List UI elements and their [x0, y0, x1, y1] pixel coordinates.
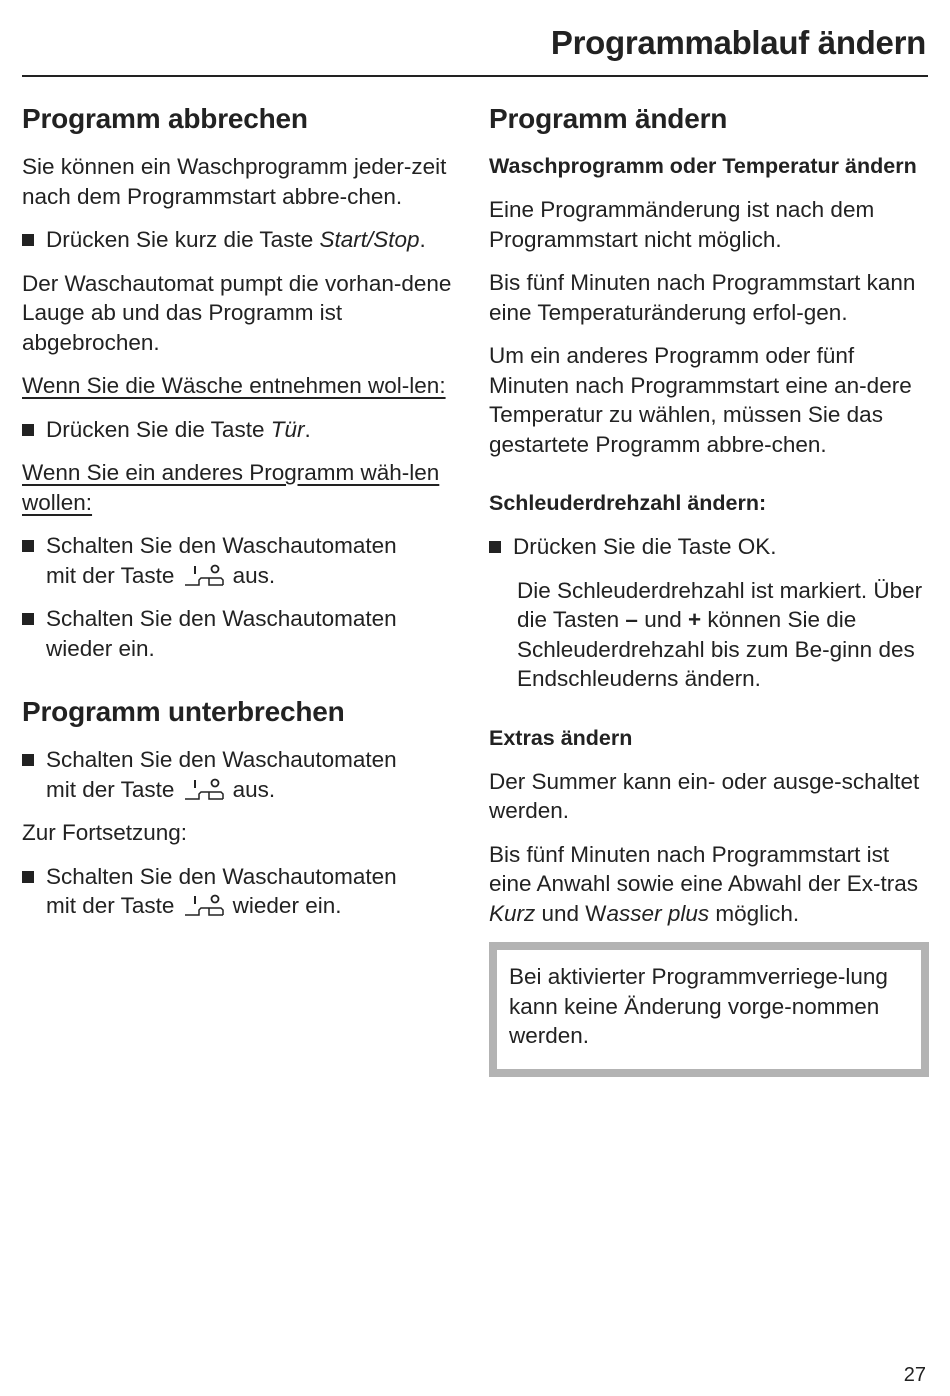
abbrechen-intro: Sie können ein Waschprogramm jeder-zeit nach dem Programmstart abbre-chen.: [22, 154, 447, 209]
subheading-extras: Extras ändern: [489, 725, 633, 750]
case-anderes-programm: Wenn Sie ein anderes Programm wäh-len wollen:: [22, 460, 440, 515]
power-switch-icon: [183, 778, 227, 800]
extra-wasser-plus: asser plus: [606, 900, 710, 926]
subheading-schleuderdrehzahl: Schleuderdrehzahl ändern:: [489, 491, 767, 515]
case2-step-einschalten: Schalten Sie den Waschautomaten wieder ein.: [22, 604, 462, 663]
extras-p1: Der Summer kann ein- oder ausge-schaltet werden.: [489, 768, 920, 823]
note-box: [489, 942, 929, 1077]
schleuder-result: [489, 576, 929, 694]
step-prefix: mit der Taste: [46, 893, 175, 918]
key-tuer: Tür: [270, 416, 305, 442]
title-divider: [22, 75, 928, 77]
key-minus: –: [625, 607, 638, 632]
case1-step-tuer: [22, 415, 462, 445]
step-punct: .: [304, 416, 311, 442]
step-prefix: mit der Taste: [46, 562, 175, 588]
case-waesche-entnehmen: Wenn Sie die Wäsche entnehmen wol-len:: [22, 373, 446, 398]
result-text: können Sie die Schleuderdrehzahl bis zum Be-ginn des Endschleuderns ändern.: [517, 607, 915, 691]
result-text: und: [637, 607, 688, 632]
step-text: Drücken Sie die Taste: [46, 416, 271, 442]
waschprogramm-p1: Eine Programmänderung ist nach dem Programmstart nicht möglich.: [489, 197, 875, 252]
heading-programm-unterbrechen: Programm unterbrechen: [22, 696, 345, 727]
right-column: [489, 100, 929, 1077]
step-line1: Schalten Sie den Waschautomaten: [46, 533, 397, 558]
power-switch-icon: [183, 564, 227, 586]
unterbrechen-step-ein: [22, 862, 462, 921]
extras-text: und W: [535, 900, 607, 926]
power-switch-icon: [183, 894, 227, 916]
heading-programm-aendern: Programm ändern: [489, 103, 728, 134]
step-suffix: wieder ein.: [232, 893, 342, 918]
waschprogramm-p3: Um ein anderes Programm oder fünf Minuten nach Programmstart eine an-dere Temperatur zu wählen, müssen Sie das gestartete Programm abbre-chen.: [489, 343, 912, 457]
case2-step-ausschalten: [22, 531, 462, 590]
abbrechen-step-start-stop: [22, 225, 462, 255]
extras-p2: [489, 840, 929, 929]
result-text: Die Schleuderdrehzahl ist markiert. Über die Tasten: [517, 577, 923, 632]
extras-text: Bis fünf Minuten nach Programmstart ist eine Anwahl sowie eine Abwahl der Ex-tras: [489, 841, 918, 896]
step-text: Drücken Sie kurz die Taste: [46, 227, 320, 252]
note-text: Bei aktivierter Programmverriege-lung kann keine Änderung vorge-nommen werden.: [509, 964, 888, 1048]
schleuder-step-ok: Drücken Sie die Taste OK.: [489, 532, 929, 562]
key-start-stop: Start/Stop: [319, 227, 420, 252]
extra-kurz: Kurz: [489, 900, 536, 926]
step-punct: .: [419, 227, 426, 252]
heading-programm-abbrechen: Programm abbrechen: [22, 103, 308, 134]
unterbrechen-step-aus: [22, 745, 462, 804]
waschprogramm-p2: Bis fünf Minuten nach Programmstart kann eine Temperaturänderung erfol-gen.: [489, 270, 916, 325]
page-number: 27: [903, 1363, 926, 1386]
step-prefix: mit der Taste: [46, 776, 175, 802]
fortsetzung-label: Zur Fortsetzung:: [22, 820, 188, 845]
step-suffix: aus.: [232, 562, 276, 588]
subheading-waschprogramm-temperatur: Waschprogramm oder Temperatur ändern: [489, 154, 917, 178]
step-line1: Schalten Sie den Waschautomaten: [46, 863, 397, 889]
extras-text: möglich.: [709, 900, 800, 926]
step-line1: Schalten Sie den Waschautomaten: [46, 747, 397, 772]
step-suffix: aus.: [232, 776, 276, 802]
left-column: [22, 100, 462, 935]
abbrechen-result: Der Waschautomat pumpt die vorhan-dene Lauge ab und das Programm ist abgebrochen.: [22, 270, 452, 355]
key-plus: +: [687, 607, 702, 632]
page-title: Programmablauf ändern: [550, 24, 926, 61]
